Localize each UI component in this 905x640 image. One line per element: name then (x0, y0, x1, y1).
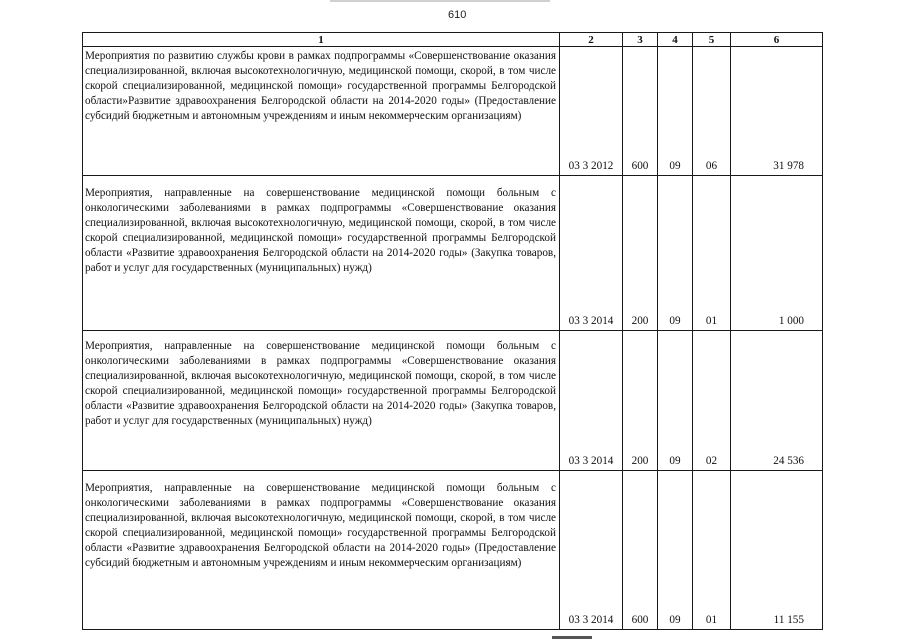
row-target-code: 03 3 2014 (560, 176, 623, 331)
row-amount: 1 000 (731, 176, 823, 331)
row-description: Мероприятия, направленные на совершенствование медицинской помощи больным с онкологическими заболеваниями в рамках подпрограммы «Совершенствование оказания специализированной, включая высокотехнологичную, медицинской помощи, скорой, в том числе скорой специализированной, медицинской помощи» государственной программы Белгородской области «Развитие здравоохранения Белгородской области на 2014-2020 годы» (Закупка товаров, работ и услуг для государственных (муниципальных) нужд) (83, 176, 560, 331)
row-amount: 11 155 (731, 471, 823, 630)
header-col-5: 5 (693, 33, 731, 47)
row-section: 09 (658, 47, 693, 176)
row-section: 09 (658, 331, 693, 471)
row-target-code: 03 3 2012 (560, 47, 623, 176)
scan-artifact-top (330, 0, 550, 2)
page-number: 610 (448, 9, 467, 21)
row-description: Мероприятия, направленные на совершенствование медицинской помощи больным с онкологическими заболеваниями в рамках подпрограммы «Совершенствование оказания специализированной, включая высокотехнологичную, медицинской помощи, скорой, в том числе скорой специализированной, медицинской помощи» государственной программы Белгородской области «Развитие здравоохранения Белгородской области на 2014-2020 годы» (Закупка товаров, работ и услуг для государственных (муниципальных) нужд) (83, 331, 560, 471)
row-description: Мероприятия по развитию службы крови в рамках подпрограммы «Совершенствование оказания специализированной, включая высокотехнологичную, медицинской помощи, скорой, в том числе скорой специализированной, медицинской помощи» государственной программы Белгородской области»Развитие здравоохранения Белгородской области на 2014-2020 годы» (Предоставление субсидий бюджетным и автономным учреждениям и иным некоммерческим организациям) (83, 47, 560, 176)
row-subsection: 01 (693, 471, 731, 630)
row-expense-type: 600 (623, 471, 658, 630)
row-section: 09 (658, 471, 693, 630)
header-col-2: 2 (560, 33, 623, 47)
table-row (83, 176, 823, 331)
row-expense-type: 200 (623, 176, 658, 331)
table-header-row (83, 33, 823, 47)
table-row (83, 331, 823, 471)
row-description: Мероприятия, направленные на совершенствование медицинской помощи больным с онкологическими заболеваниями в рамках подпрограммы «Совершенствование оказания специализированной, включая высокотехнологичную, медицинской помощи, скорой, в том числе скорой специализированной, медицинской помощи» государственной программы Белгородской области «Развитие здравоохранения Белгородской области на 2014-2020 годы» (Предоставление субсидий бюджетным и автономным учреждениям и иным некоммерческим организациям) (83, 471, 560, 630)
row-section: 09 (658, 176, 693, 331)
header-col-1: 1 (83, 33, 560, 47)
row-amount: 31 978 (731, 47, 823, 176)
scan-artifact-bottom (552, 636, 592, 639)
header-col-4: 4 (658, 33, 693, 47)
row-subsection: 01 (693, 176, 731, 331)
row-subsection: 06 (693, 47, 731, 176)
table-row (83, 471, 823, 630)
header-col-3: 3 (623, 33, 658, 47)
row-amount: 24 536 (731, 331, 823, 471)
table-row (83, 47, 823, 176)
header-col-6: 6 (731, 33, 823, 47)
row-target-code: 03 3 2014 (560, 331, 623, 471)
row-subsection: 02 (693, 331, 731, 471)
row-expense-type: 600 (623, 47, 658, 176)
row-expense-type: 200 (623, 331, 658, 471)
budget-table (82, 32, 823, 630)
row-target-code: 03 3 2014 (560, 471, 623, 630)
